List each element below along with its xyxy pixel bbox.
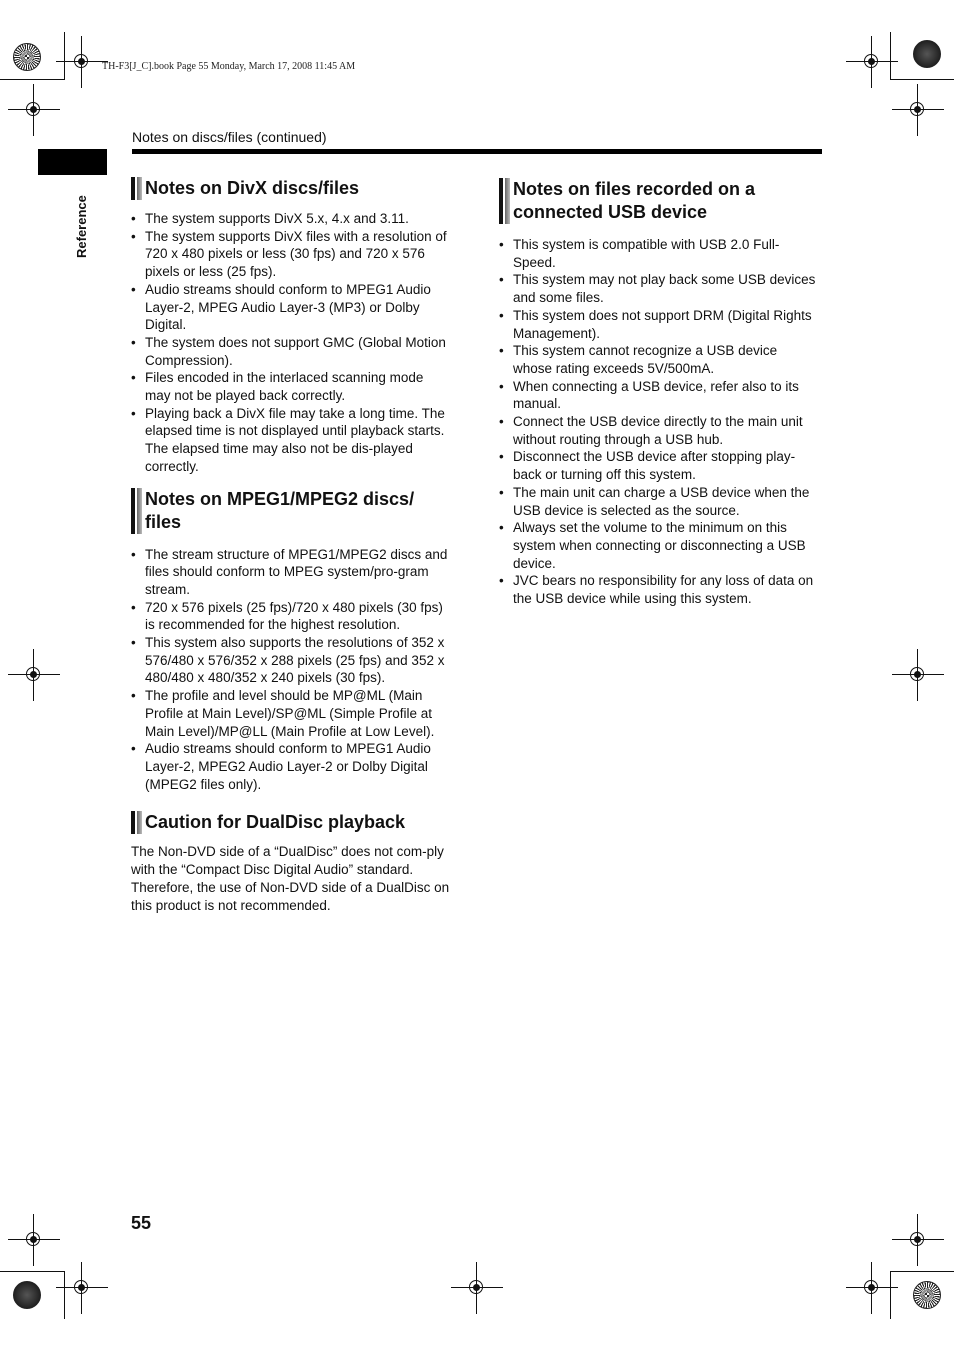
header-rule [132,149,822,154]
list-item: • This system also supports the resolutions of 352 x 576/480 x 576/352 x 288 pixels (25 fps) and 352 x 480/480 x 480/352 x 240 pixels (30 fps). [131,634,451,687]
right-column [499,178,819,608]
divx-heading: Notes on DivX discs/files [131,177,451,200]
crosshair-registration-icon [860,1276,884,1300]
divx-list [131,210,451,476]
list-item: • 720 x 576 pixels (25 fps)/720 x 480 pixels (30 fps) is recommended for the highest resolution. [131,599,451,634]
crop-mark [0,1271,64,1272]
running-header: Notes on discs/files (continued) [132,129,327,145]
crop-mark [64,1271,65,1319]
list-item: • When connecting a USB device, refer also to its manual. [499,378,819,413]
side-label: Reference [74,195,89,258]
crosshair-registration-icon [22,98,46,122]
list-item: • This system cannot recognize a USB device whose rating exceeds 5V/500mA. [499,342,819,377]
list-item: • The profile and level should be MP@ML (Main Profile at Main Level)/SP@ML (Simple Profile at Main Level)/MP@LL (Main Profile at Low Level). [131,687,451,740]
list-item: • Connect the USB device directly to the main unit without routing through a USB hub. [499,413,819,448]
list-item: • This system is compatible with USB 2.0 Full-Speed. [499,236,819,271]
registration-disc-icon [13,43,41,71]
crosshair-registration-icon [22,663,46,687]
crosshair-registration-icon [70,50,94,74]
list-item: • The system supports DivX files with a resolution of 720 x 480 pixels or less (30 fps) and 720 x 576 pixels or less (25 fps). [131,228,451,281]
registration-disc-icon [13,1281,41,1309]
list-item: • Audio streams should conform to MPEG1 Audio Layer-2, MPEG Audio Layer-3 (MP3) or Dolby Digital. [131,281,451,334]
left-column [131,177,451,914]
list-item: • Always set the volume to the minimum on this system when connecting or disconnecting a USB device. [499,519,819,572]
crop-mark [64,32,65,80]
list-item: • The system supports DivX 5.x, 4.x and 3.11. [131,210,451,228]
list-item: • Disconnect the USB device after stopping play-back or turning off this system. [499,448,819,483]
list-item: • This system may not play back some USB devices and some files. [499,271,819,306]
crosshair-registration-icon [22,1228,46,1252]
list-item: • Playing back a DivX file may take a long time. The elapsed time is not displayed until playback starts. The elapsed time may also not be dis-played correctly. [131,405,451,476]
mpeg-list [131,546,451,794]
list-item: • JVC bears no responsibility for any loss of data on the USB device while using this system. [499,572,819,607]
mpeg-heading: Notes on MPEG1/MPEG2 discs/ files [131,488,435,534]
crop-mark [890,32,891,80]
usb-heading: Notes on files recorded on a connected USB device [499,178,793,224]
crosshair-registration-icon [465,1276,489,1300]
dualdisc-heading: Caution for DualDisc playback [131,811,451,834]
list-item: • Audio streams should conform to MPEG1 Audio Layer-2, MPEG2 Audio Layer-2 or Dolby Digital (MPEG2 files only). [131,740,451,793]
registration-disc-icon [913,40,941,68]
crop-mark [0,79,64,80]
section-tab [38,149,107,175]
print-info: TH-F3[J_C].book Page 55 Monday, March 17, 2008 11:45 AM [102,61,356,72]
page-number: 55 [131,1213,152,1233]
list-item: • The system does not support GMC (Global Motion Compression). [131,334,451,369]
crosshair-registration-icon [906,98,930,122]
crosshair-registration-icon [906,1228,930,1252]
crop-mark [890,79,954,80]
crop-mark [890,1271,954,1272]
crop-mark [890,1271,891,1319]
crosshair-registration-icon [70,1276,94,1300]
list-item: • This system does not support DRM (Digital Rights Management). [499,307,819,342]
list-item: • The stream structure of MPEG1/MPEG2 discs and files should conform to MPEG system/pro-gram stream. [131,546,451,599]
list-item: • Files encoded in the interlaced scanning mode may not be played back correctly. [131,369,451,404]
dualdisc-text: The Non-DVD side of a “DualDisc” does not com-ply with the “Compact Disc Digital Audio” standard. Therefore, the use of Non-DVD side of a DualDisc on this product is not recommended. [131,844,450,913]
crosshair-registration-icon [906,663,930,687]
list-item: • The main unit can charge a USB device when the USB device is selected as the source. [499,484,819,519]
crosshair-registration-icon [860,50,884,74]
registration-disc-icon [913,1281,941,1309]
usb-list [499,236,819,608]
